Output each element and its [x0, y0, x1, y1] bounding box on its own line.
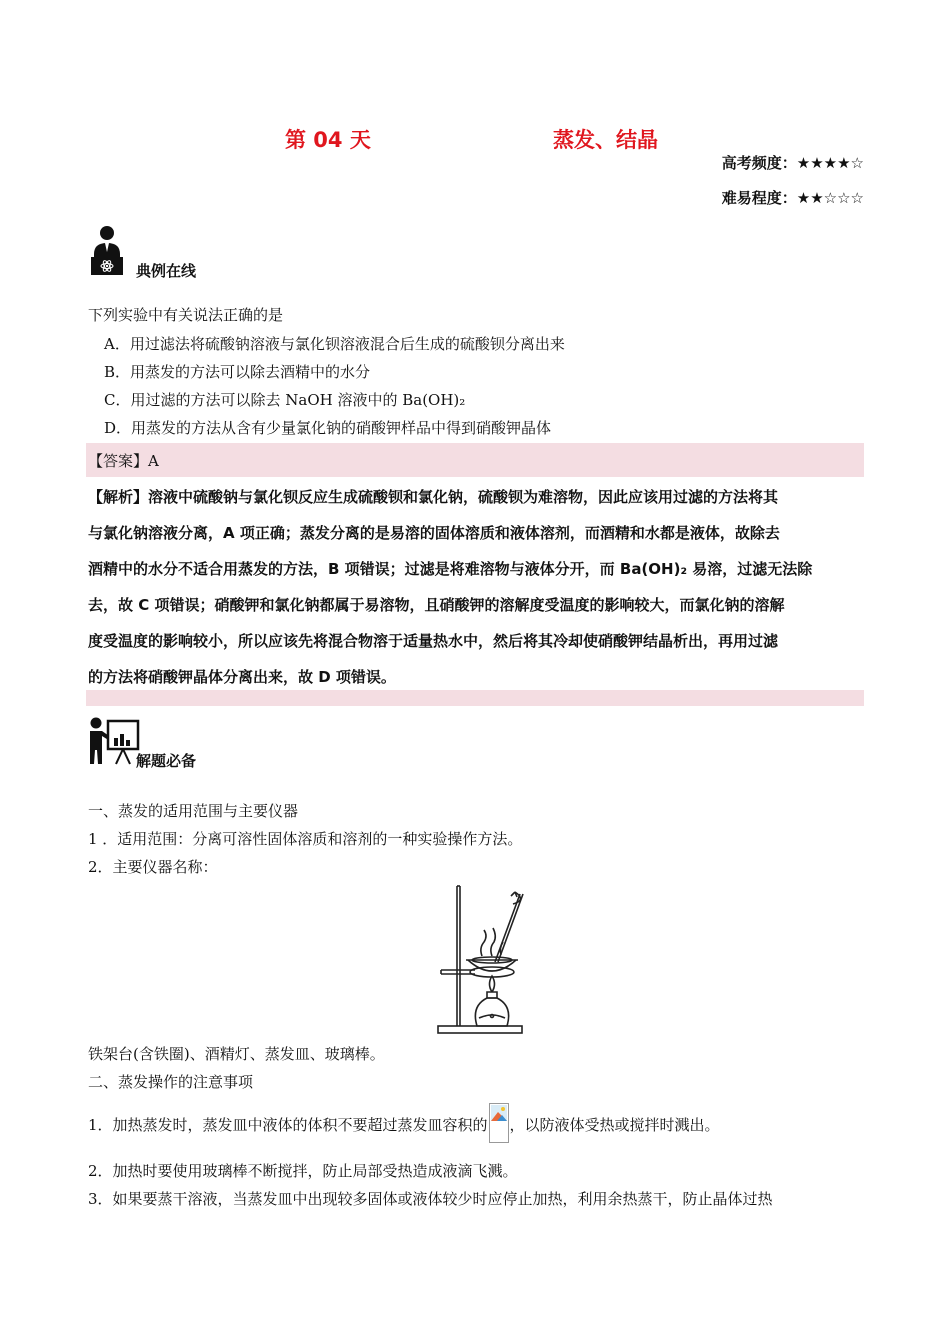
caution-item-2: 2．加热时要使用玻璃棒不断搅拌，防止局部受热造成液滴飞溅。 [88, 1162, 518, 1180]
explanation-line: 去，故 C 项错误；硝酸钾和氯化钠都属于易溶物，且硝酸钾的溶解度受温度的影响较大，而氯化钠的溶解 [88, 596, 785, 614]
apparatus-caption: 铁架台(含铁圈)、酒精灯、蒸发皿、玻璃棒。 [88, 1045, 385, 1063]
presenter-chart-icon [88, 716, 140, 766]
caution-item-1-text-a: 1．加热蒸发时，蒸发皿中液体的体积不要超过蒸发皿容积的 [88, 1116, 488, 1134]
option-c: C．用过滤的方法可以除去 NaOH 溶液中的 Ba(OH)₂ [104, 391, 466, 409]
answer-text: 【答案】A [88, 452, 159, 470]
explanation-line: 的方法将硝酸钾晶体分离出来，故 D 项错误。 [88, 668, 396, 686]
evaporation-apparatus-figure [435, 878, 525, 1042]
page-title-day: 第 04 天 [285, 128, 371, 152]
option-b: B．用蒸发的方法可以除去酒精中的水分 [104, 363, 371, 381]
explanation-line: 与氯化钠溶液分离，A 项正确；蒸发分离的是易溶的固体溶质和液体溶剂，而酒精和水都是液体，故除去 [88, 524, 780, 542]
subsection-title-1: 一、蒸发的适用范围与主要仪器 [88, 802, 299, 820]
subsection-title-2: 二、蒸发操作的注意事项 [88, 1073, 254, 1091]
teacher-icon [90, 224, 124, 276]
option-a: A．用过滤法将硫酸钠溶液与氯化钡溶液混合后生成的硫酸钡分离出来 [104, 335, 565, 353]
explanation-band-bottom [86, 690, 864, 706]
answer-band [86, 443, 864, 477]
instrument-heading: 2．主要仪器名称： [88, 858, 218, 876]
scope-item: 1 ．适用范围：分离可溶性固体溶质和溶剂的一种实验操作方法。 [88, 830, 523, 848]
page-title-topic: 蒸发、结晶 [553, 128, 658, 152]
difficulty-level: 难易程度：★★☆☆☆ [721, 189, 864, 207]
caution-item-1 [88, 1114, 720, 1137]
question-stem: 下列实验中有关说法正确的是 [88, 306, 284, 324]
fraction-placeholder-icon [489, 1103, 509, 1143]
explanation [88, 479, 864, 695]
option-d: D．用蒸发的方法从含有少量氯化钠的硝酸钾样品中得到硝酸钾晶体 [104, 419, 552, 437]
exam-frequency: 高考频度：★★★★☆ [721, 154, 864, 172]
section-heading-example: 典例在线 [136, 262, 197, 280]
explanation-line: 酒精中的水分不适合用蒸发的方法，B 项错误；过滤是将难溶物与液体分开，而 Ba(OH)₂ 易溶，过滤无法除 [88, 560, 813, 578]
caution-item-3: 3．如果要蒸干溶液，当蒸发皿中出现较多固体或液体较少时应停止加热，利用余热蒸干，防止晶体过热 [88, 1190, 773, 1208]
caution-item-1-text-b: ，以防液体受热或搅拌时溅出。 [509, 1116, 720, 1134]
explanation-line: 【解析】溶液中硫酸钠与氯化钡反应生成硫酸钡和氯化钠，硫酸钡为难溶物，因此应该用过滤的方法将其 [88, 488, 779, 506]
section-heading-prep: 解题必备 [136, 752, 197, 770]
explanation-line: 度受温度的影响较小，所以应该先将混合物溶于适量热水中，然后将其冷却使硝酸钾结晶析出，再用过滤 [88, 632, 779, 650]
